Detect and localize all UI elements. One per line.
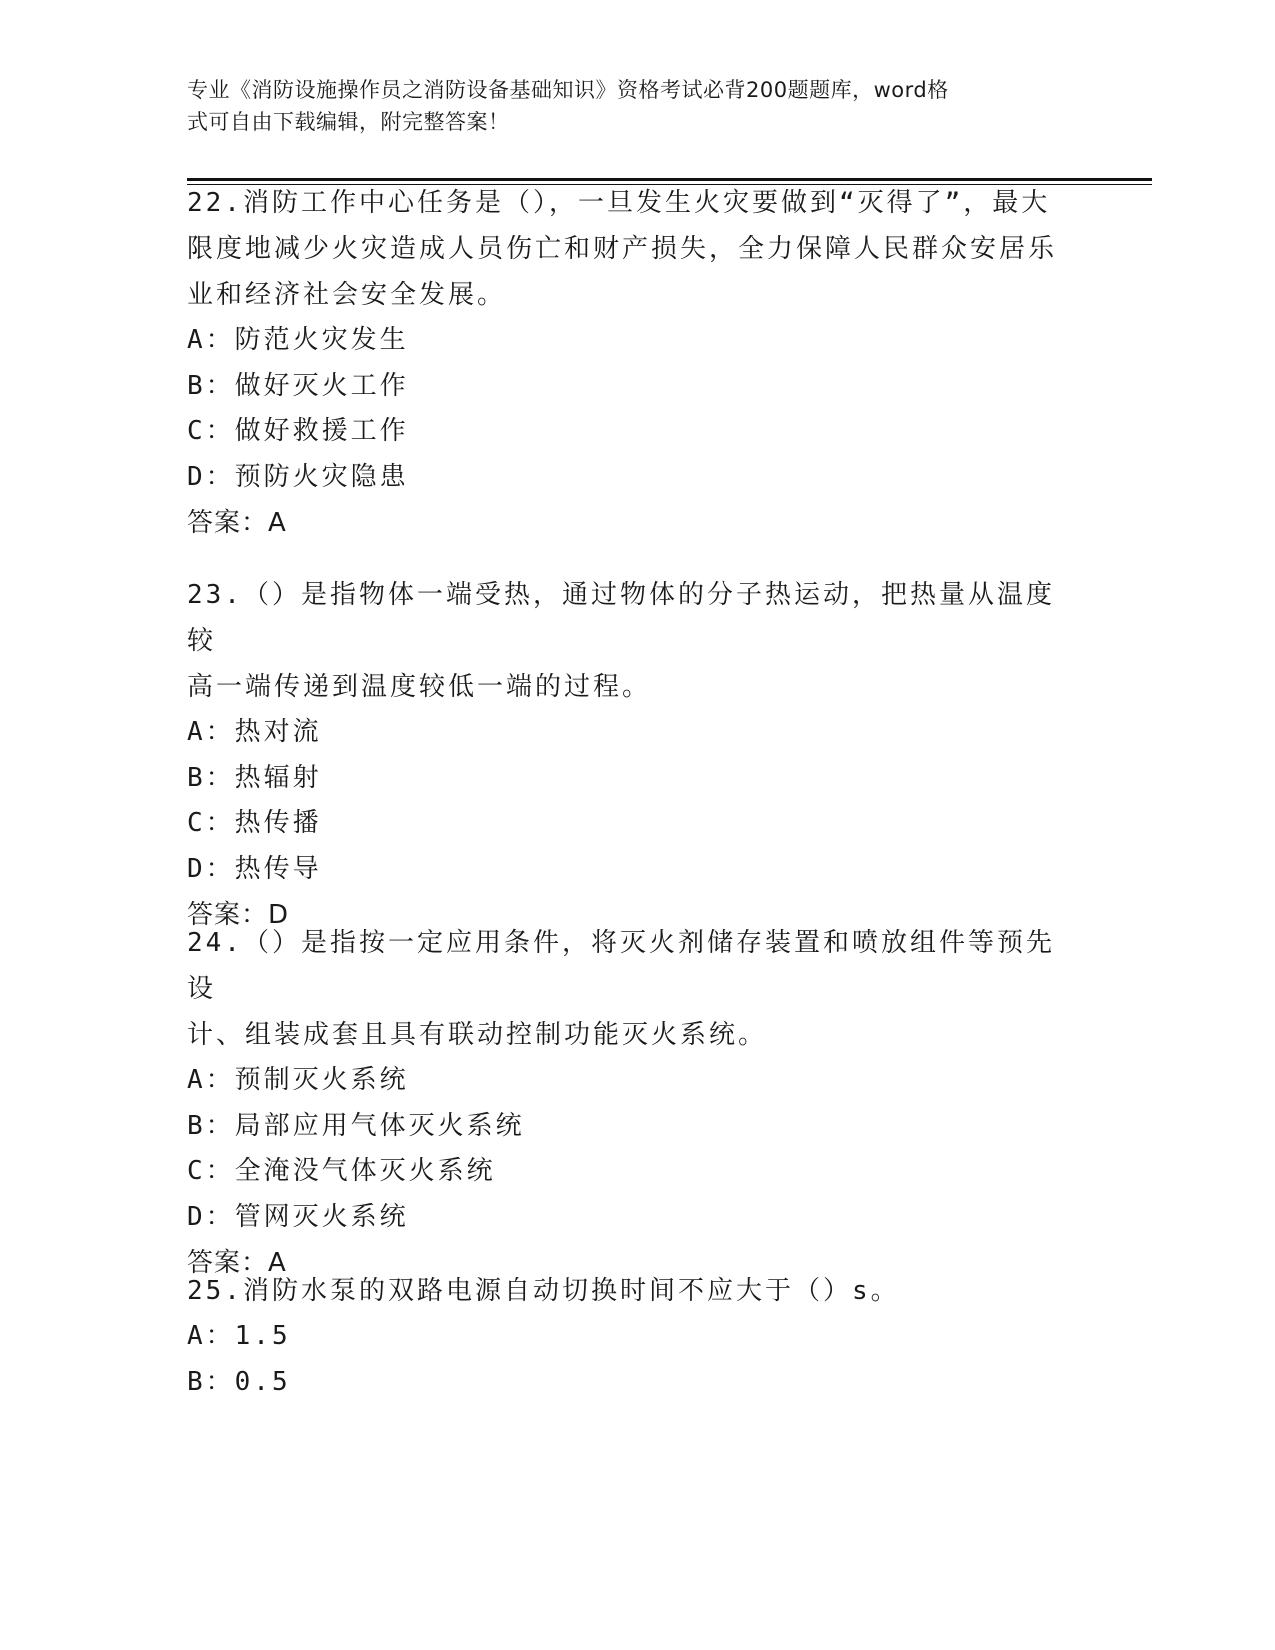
question-stem-line: 计、组装成套且具有联动控制功能灭火系统。: [187, 1020, 768, 1050]
question-stem-line: 22.消防工作中心任务是（），一旦发生火灾要做到“灭得了”，最大: [187, 188, 1051, 218]
option-a: A：预制灭火系统: [187, 1065, 409, 1095]
question-stem-line: 业和经济社会安全发展。: [187, 280, 507, 310]
question-stem-line: 限度地减少火灾造成人员伤亡和财产损失，全力保障人民群众安居乐: [187, 234, 1058, 264]
option-b: B：局部应用气体灭火系统: [187, 1110, 525, 1141]
answer-text: 答案：A: [187, 508, 287, 538]
option-b: B：热辐射: [187, 762, 322, 793]
question-stem-line: 24.（）是指按一定应用条件，将灭火剂储存装置和喷放组件等预先设: [187, 928, 1055, 1004]
header-line-1: 专业《消防设施操作员之消防设备基础知识》资格考试必背200题题库，word格: [187, 78, 949, 102]
option-d: D：预防火灾隐患: [187, 461, 409, 492]
question-24: [187, 920, 1077, 1286]
option-b: B：做好灭火工作: [187, 370, 409, 401]
option-b: B：0.5: [187, 1366, 291, 1397]
question-stem-line: 25.消防水泵的双路电源自动切换时间不应大于（）s。: [187, 1276, 900, 1306]
option-c: C：做好救援工作: [187, 416, 409, 446]
answer-text: 答案：D: [187, 900, 290, 930]
option-c: C：全淹没气体灭火系统: [187, 1156, 496, 1186]
option-a: A：防范火灾发生: [187, 325, 409, 355]
header-line-2: 式可自由下载编辑，附完整答案！: [187, 110, 510, 134]
question-stem-line: 23.（）是指物体一端受热，通过物体的分子热运动，把热量从温度较: [187, 580, 1055, 656]
document-header: [187, 74, 1067, 138]
option-d: D：管网灭火系统: [187, 1201, 409, 1232]
option-a: A：1.5: [187, 1321, 291, 1351]
option-a: A：热对流: [187, 717, 322, 747]
question-22: [187, 180, 1077, 546]
question-stem-line: 高一端传递到温度较低一端的过程。: [187, 672, 652, 702]
question-25: [187, 1268, 1077, 1405]
option-d: D：热传导: [187, 853, 322, 884]
question-23: [187, 572, 1077, 938]
option-c: C：热传播: [187, 808, 322, 838]
answer-text: 答案：A: [187, 1248, 287, 1278]
